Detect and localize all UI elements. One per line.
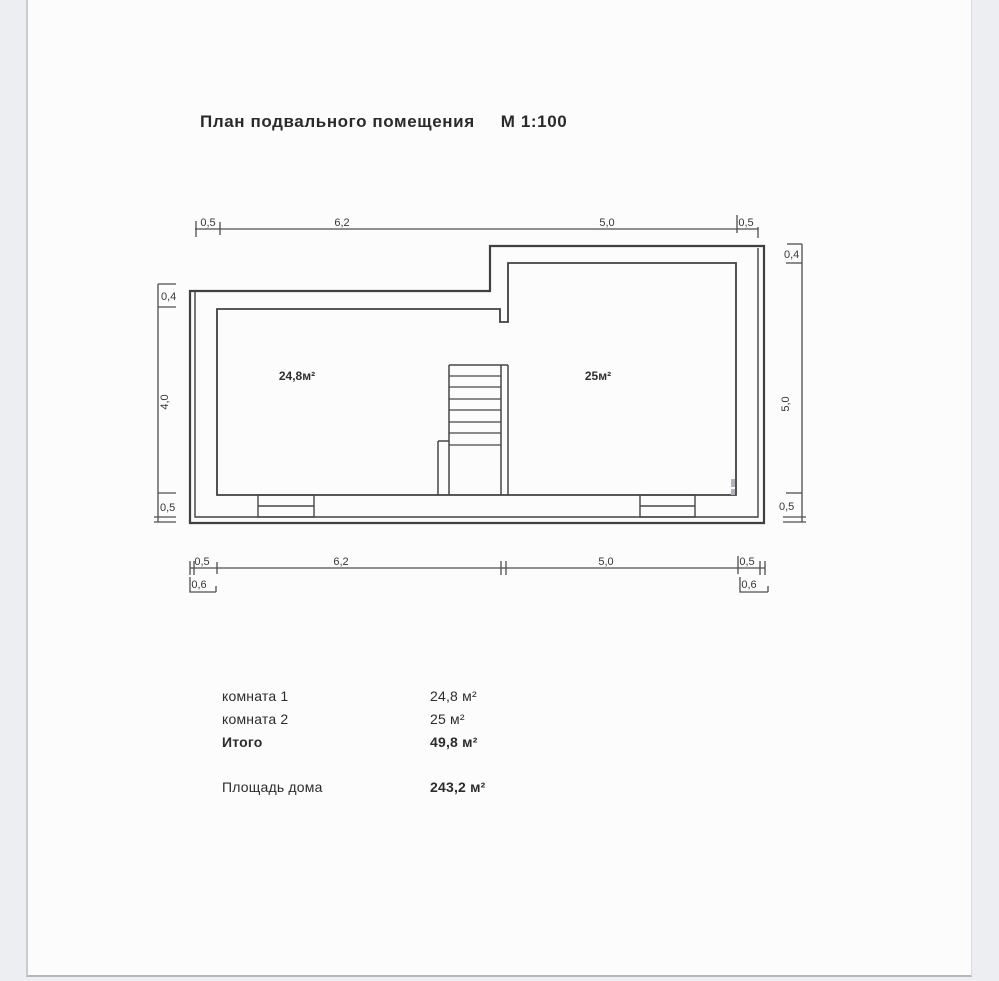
- room1-value: 24,8 м²: [430, 688, 477, 704]
- dimension-top: [195, 215, 758, 238]
- house-area-value: 243,2 м²: [430, 779, 486, 795]
- dim-bottom-room1: 6,2: [333, 556, 349, 568]
- table-row-subtotal: [222, 731, 486, 754]
- dim-right-room-height: 5,0: [780, 396, 792, 412]
- dim-left-bottom-wall: 0,5: [160, 502, 176, 514]
- dim-left-room-height: 4,0: [159, 394, 171, 410]
- window-right: [640, 495, 695, 517]
- room1-area-label: 24,8м²: [278, 369, 316, 383]
- dimension-foundation-left: [190, 577, 216, 592]
- table-row-house-total: [222, 776, 486, 799]
- scan-artifact: [731, 479, 735, 495]
- house-area-name: Площадь дома: [222, 779, 323, 795]
- dimension-foundation-right: [740, 577, 768, 592]
- dim-right-top-wall: 0,4: [784, 249, 800, 261]
- subtotal-value: 49,8 м²: [430, 734, 478, 750]
- dimension-left: [154, 284, 176, 522]
- room2-area-label: 25м²: [584, 369, 612, 383]
- dim-top-room2: 5,0: [599, 217, 615, 229]
- dim-foundation-left: 0,6: [191, 579, 207, 591]
- dim-top-room1: 6,2: [334, 217, 350, 229]
- window-left: [258, 495, 314, 517]
- plan-scale-text: М 1:100: [500, 112, 568, 131]
- room2-name: комната 2: [222, 711, 289, 727]
- dim-foundation-right: 0,6: [741, 579, 757, 591]
- dimension-bottom: [190, 556, 765, 575]
- dim-bottom-left-offset: 0,5: [194, 556, 210, 568]
- room2-value: 25 м²: [430, 711, 465, 727]
- stair-treads: [449, 376, 501, 445]
- dim-left-top-wall: 0,4: [161, 291, 177, 303]
- dimension-right: [779, 244, 806, 522]
- table-row: [222, 708, 486, 731]
- room1-name: комната 1: [222, 688, 289, 704]
- subtotal-name: Итого: [222, 734, 263, 750]
- stair-enclosure: [438, 441, 449, 495]
- dim-bottom-right-offset: 0,5: [739, 556, 755, 568]
- staircase: [438, 365, 508, 495]
- dim-top-right-offset: 0,5: [738, 217, 754, 229]
- dim-bottom-room2: 5,0: [598, 556, 614, 568]
- plan-title-text: План подвального помещения: [200, 112, 475, 131]
- table-row: [222, 685, 486, 708]
- area-summary-table: [222, 685, 486, 799]
- outer-wall-outline: [190, 246, 764, 523]
- dim-top-left-offset: 0,5: [200, 217, 216, 229]
- dim-right-bottom-wall: 0,5: [779, 501, 795, 513]
